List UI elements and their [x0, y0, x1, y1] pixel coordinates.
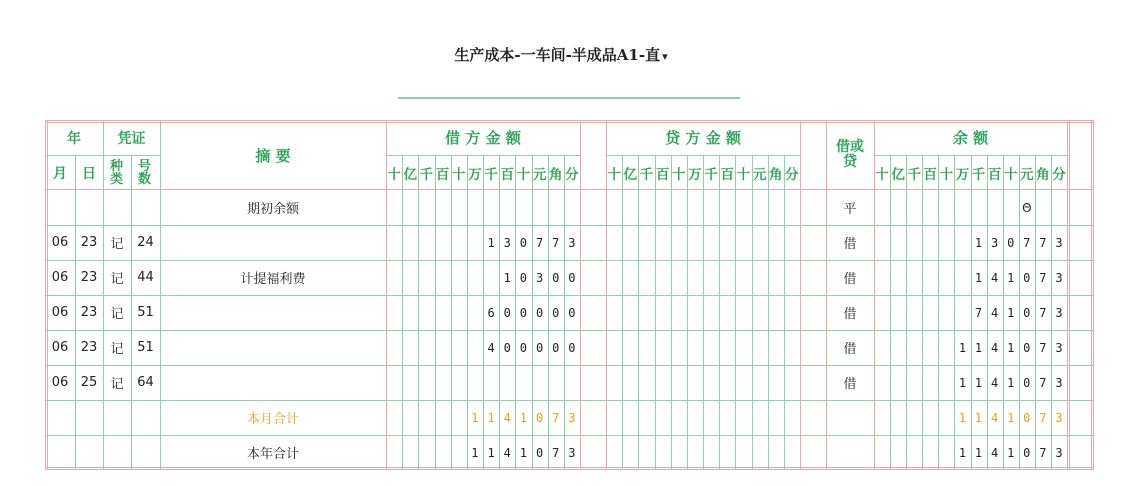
header-summary: 摘 要	[255, 146, 291, 165]
debit-digit: 4	[503, 445, 511, 460]
balance-digit: 7	[974, 305, 983, 320]
balance-digit: 1	[1007, 445, 1015, 460]
debit-digit: 1	[487, 445, 495, 460]
debit-unit-header: 元	[532, 166, 547, 183]
balance-digit: 7	[1039, 410, 1047, 425]
balance-digit: 3	[1055, 270, 1063, 285]
row-voucher-kind: 记	[110, 377, 124, 392]
debit-unit-header: 万	[468, 166, 482, 183]
debit-digit: 0	[535, 445, 544, 460]
balance-digit: 1	[974, 270, 983, 285]
row-summary: 本年合计	[246, 447, 299, 462]
row-direction: 平	[843, 202, 857, 217]
credit-unit-header: 千	[639, 166, 654, 183]
debit-digit: 0	[568, 270, 576, 285]
row-day: 23	[80, 340, 98, 355]
debit-digit: 3	[568, 410, 576, 425]
debit-digit: 7	[552, 235, 560, 250]
debit-unit-header: 十	[387, 166, 401, 183]
balance-unit-header: 亿	[891, 166, 905, 183]
credit-unit-header: 百	[655, 166, 670, 183]
credit-unit-header: 角	[768, 166, 783, 183]
credit-unit-header: 元	[752, 166, 767, 183]
row-voucher-kind	[103, 400, 131, 435]
row-month: 06	[51, 235, 69, 250]
balance-digit: 1	[1007, 410, 1015, 425]
balance-unit-header: 百	[923, 166, 938, 183]
balance-digit: 1	[958, 340, 967, 355]
row-month	[45, 400, 75, 435]
row-day: 23	[80, 235, 98, 250]
balance-unit-header: 十	[939, 166, 954, 183]
debit-digit: 1	[503, 270, 511, 285]
row-day: 23	[80, 305, 98, 320]
balance-digit: 0	[1007, 235, 1015, 250]
zero-balance-mark: Θ	[1022, 200, 1032, 215]
balance-digit: 7	[1039, 340, 1047, 355]
debit-digit: 0	[535, 340, 544, 355]
header-direction: 借或贷	[836, 139, 864, 170]
ledger-table	[45, 120, 1094, 470]
balance-unit-header: 元	[1020, 166, 1034, 183]
debit-unit-header: 百	[500, 166, 514, 183]
account-select[interactable]	[454, 44, 667, 65]
balance-digit: 1	[974, 235, 983, 250]
debit-digit: 0	[503, 305, 511, 320]
debit-digit: 4	[503, 410, 511, 425]
balance-unit-header: 十	[875, 166, 889, 183]
account-select-value: 生产成本-一车间-半成品A1-直	[454, 46, 661, 64]
row-summary: 期初余额	[246, 202, 299, 217]
balance-digit: 1	[974, 445, 983, 460]
row-voucher-number	[131, 400, 160, 435]
header-credit: 贷 方 金 额	[665, 129, 741, 147]
balance-digit: 4	[991, 410, 999, 425]
header-day: 日	[82, 165, 96, 182]
row-voucher-kind: 记	[110, 237, 124, 252]
row-summary: 计提福利费	[240, 272, 306, 287]
row-month: 06	[51, 340, 69, 355]
debit-digit: 0	[568, 340, 576, 355]
row-voucher-kind: 记	[110, 342, 124, 357]
balance-digit: 7	[1039, 305, 1047, 320]
balance-unit-header: 千	[971, 166, 986, 183]
debit-digit: 3	[568, 235, 576, 250]
debit-digit: 1	[487, 235, 495, 250]
header-month: 月	[53, 165, 67, 182]
debit-digit: 0	[519, 235, 528, 250]
debit-unit-header: 十	[516, 166, 531, 183]
balance-unit-header: 十	[1003, 166, 1018, 183]
row-direction	[826, 435, 874, 470]
balance-digit: 1	[958, 375, 967, 390]
row-month	[45, 190, 75, 225]
balance-unit-header: 分	[1052, 166, 1066, 183]
balance-digit: 3	[1055, 375, 1063, 390]
debit-digit: 0	[535, 305, 544, 320]
balance-digit: 7	[1023, 235, 1031, 250]
balance-unit-header: 千	[907, 166, 921, 183]
balance-digit: 1	[1007, 270, 1015, 285]
balance-unit-header: 百	[987, 166, 1002, 183]
debit-unit-header: 十	[451, 166, 466, 183]
debit-digit: 7	[552, 410, 560, 425]
debit-digit: 0	[535, 410, 544, 425]
row-voucher-kind	[103, 435, 131, 470]
balance-digit: 7	[1039, 270, 1047, 285]
row-day: 25	[80, 375, 98, 390]
row-direction: 借	[843, 342, 857, 357]
row-summary	[160, 295, 386, 330]
debit-digit: 3	[503, 235, 511, 250]
credit-unit-header: 十	[607, 166, 621, 183]
row-direction: 借	[843, 272, 857, 287]
row-summary	[160, 225, 386, 260]
row-day	[75, 435, 103, 470]
debit-digit: 0	[568, 305, 576, 320]
debit-digit: 4	[487, 340, 495, 355]
balance-digit: 4	[991, 305, 999, 320]
balance-digit: 3	[1055, 410, 1063, 425]
balance-digit: 1	[1007, 340, 1015, 355]
row-month: 06	[51, 375, 69, 390]
debit-digit: 0	[503, 340, 511, 355]
row-month: 06	[51, 305, 69, 320]
credit-unit-header: 分	[785, 166, 799, 183]
debit-unit-header: 角	[548, 166, 563, 183]
balance-digit: 3	[1055, 235, 1063, 250]
row-summary	[160, 330, 386, 365]
balance-digit: 3	[1055, 340, 1063, 355]
debit-digit: 3	[535, 270, 544, 285]
row-voucher-number: 24	[137, 235, 154, 250]
debit-digit: 0	[552, 340, 560, 355]
row-voucher-number	[131, 190, 160, 225]
header-debit: 借 方 金 额	[445, 129, 521, 147]
header-voucher: 凭证	[117, 130, 146, 147]
debit-digit: 0	[519, 270, 528, 285]
title-underline	[398, 97, 740, 99]
debit-digit: 0	[552, 305, 560, 320]
credit-unit-header: 十	[671, 166, 686, 183]
row-day	[75, 190, 103, 225]
row-voucher-kind: 记	[110, 307, 124, 322]
debit-digit: 0	[552, 270, 560, 285]
row-voucher-number: 51	[137, 305, 154, 320]
chevron-down-icon: ▾	[662, 50, 668, 63]
row-voucher-kind	[103, 190, 131, 225]
balance-digit: 1	[958, 410, 967, 425]
balance-digit: 0	[1023, 270, 1031, 285]
header-year: 年	[67, 130, 81, 147]
balance-digit: 0	[1023, 410, 1031, 425]
balance-digit: 7	[1039, 445, 1047, 460]
credit-unit-header: 千	[704, 166, 718, 183]
header-number: 号数	[138, 158, 152, 187]
row-month: 06	[51, 270, 69, 285]
credit-unit-header: 十	[736, 166, 751, 183]
debit-digit: 1	[519, 410, 528, 425]
balance-unit-header: 万	[955, 166, 970, 183]
debit-digit: 3	[568, 445, 576, 460]
debit-digit: 6	[487, 305, 495, 320]
balance-digit: 0	[1023, 305, 1031, 320]
debit-digit: 0	[519, 340, 528, 355]
debit-digit: 1	[471, 410, 479, 425]
balance-digit: 0	[1023, 445, 1031, 460]
row-direction: 借	[843, 307, 857, 322]
debit-unit-header: 亿	[403, 166, 417, 183]
row-summary: 本月合计	[246, 412, 299, 427]
balance-digit: 4	[991, 375, 999, 390]
debit-unit-header: 千	[484, 166, 498, 183]
row-voucher-kind: 记	[110, 272, 124, 287]
balance-digit: 1	[1007, 375, 1015, 390]
debit-digit: 7	[535, 235, 544, 250]
debit-digit: 1	[519, 445, 528, 460]
balance-digit: 4	[991, 270, 999, 285]
balance-digit: 1	[974, 410, 983, 425]
row-day	[75, 400, 103, 435]
balance-digit: 0	[1023, 340, 1031, 355]
balance-digit: 7	[1039, 375, 1047, 390]
row-voucher-number	[131, 435, 160, 470]
balance-digit: 1	[1007, 305, 1015, 320]
debit-digit: 7	[552, 445, 560, 460]
debit-digit: 0	[519, 305, 528, 320]
balance-digit: 1	[974, 340, 983, 355]
balance-digit: 3	[1055, 445, 1063, 460]
balance-digit: 1	[974, 375, 983, 390]
balance-digit: 7	[1039, 235, 1047, 250]
balance-digit: 3	[991, 235, 999, 250]
row-day: 23	[80, 270, 98, 285]
balance-digit: 4	[991, 340, 999, 355]
row-voucher-number: 44	[137, 270, 154, 285]
row-direction	[826, 400, 874, 435]
debit-unit-header: 百	[435, 166, 450, 183]
row-summary	[160, 365, 386, 400]
balance-digit: 0	[1023, 375, 1031, 390]
balance-unit-header: 角	[1036, 166, 1050, 183]
credit-unit-header: 百	[720, 166, 734, 183]
row-voucher-number: 64	[137, 375, 154, 390]
credit-unit-header: 万	[688, 166, 702, 183]
debit-digit: 1	[487, 410, 495, 425]
debit-unit-header: 千	[419, 166, 434, 183]
row-direction: 借	[843, 377, 857, 392]
debit-unit-header: 分	[565, 166, 579, 183]
balance-digit: 4	[991, 445, 999, 460]
row-month	[45, 435, 75, 470]
header-balance: 余 额	[952, 129, 989, 147]
balance-digit: 3	[1055, 305, 1063, 320]
balance-digit: 1	[958, 445, 967, 460]
credit-unit-header: 亿	[623, 166, 637, 183]
header-kind: 种类	[110, 158, 124, 187]
row-direction: 借	[843, 237, 857, 252]
debit-digit: 1	[471, 445, 479, 460]
row-voucher-number: 51	[137, 340, 154, 355]
